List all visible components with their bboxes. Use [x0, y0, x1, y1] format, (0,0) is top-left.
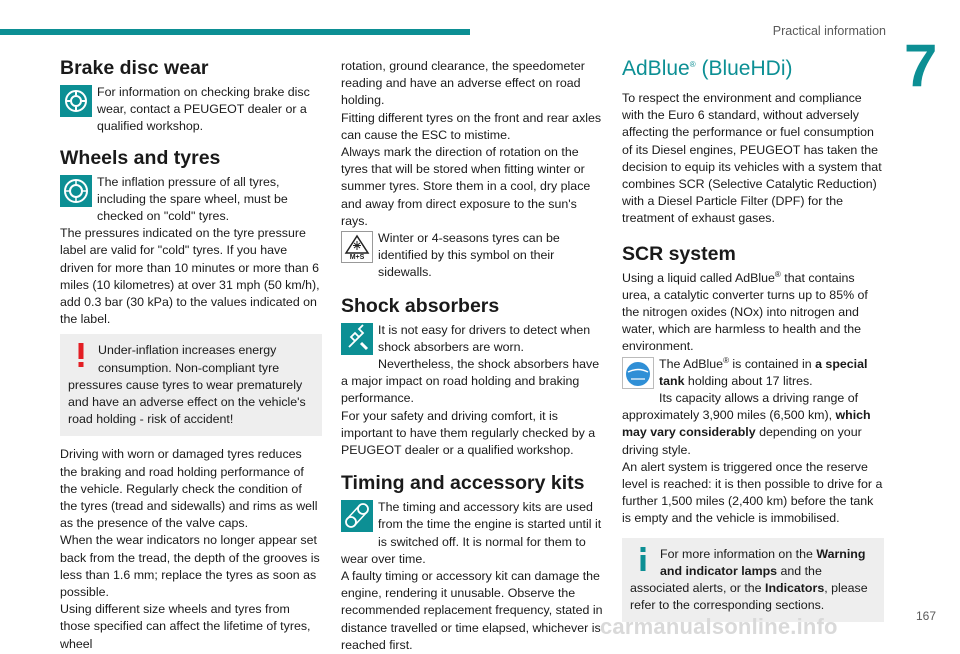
brake-disc-paragraph — [60, 84, 322, 136]
brake-disc-heading: Brake disc wear — [60, 57, 209, 79]
wheels-heading: Wheels and tyres — [60, 146, 221, 169]
scr-text-2-bold: a special tank — [659, 356, 868, 388]
shock-paragraph-1 — [341, 322, 603, 408]
watermark: carmanualsonline.info — [600, 614, 838, 639]
scr-tank-paragraph — [622, 356, 884, 390]
info-icon — [630, 546, 656, 576]
scr-text-2b: is contained in — [728, 356, 816, 371]
timing-paragraph-1 — [341, 499, 603, 568]
timing-text-1: The timing and accessory kits are used from the time the engine is started until it is switched off. It is normal for them to wear over time. — [341, 500, 602, 566]
wheels-text-2: The pressures indicated on the tyre pressure label are valid for "cold" tyres. If you have driven for more than 10 minutes or more than 6 miles (10 kilometres) at over 31 mph (50 km/h), add 0.3 bar (30 kPa) to the values indicated on the label. — [60, 226, 320, 327]
header-accent-bar — [0, 29, 470, 35]
timing-belt-icon — [341, 500, 373, 532]
brake-disc-text: For information on checking brake disc wear, contact a PEUGEOT dealer or a qualified workshop. — [97, 85, 310, 134]
tyre-icon — [60, 175, 92, 207]
timing-heading: Timing and accessory kits — [341, 472, 585, 495]
column-3 — [622, 56, 884, 622]
scr-text-3b: depending on your driving style. — [622, 425, 862, 457]
adblue-title-main: AdBlue — [622, 57, 690, 80]
winter-tyre-paragraph — [341, 230, 603, 282]
warning-text: Under-inflation increases energy consumption. Non-compliant tyre pressures cause tyres to wear prematurely and have an adverse effect on the vehicle's road holding - risk of accident! — [68, 343, 306, 427]
scr-text-3-bold: which may vary considerably — [622, 408, 871, 440]
info-text-bold-1: Warning and indicator lamps — [660, 546, 866, 578]
snowflake-mountain-icon — [341, 231, 373, 263]
chapter-number: 7 — [904, 32, 938, 99]
wheels-text-8: Always mark the direction of rotation on the tyres that will be stored when fitting winter or summer tyres. Store them in a cool, dry place and away from direct exposure to the sun's rays. — [341, 145, 591, 228]
wrench-gear-icon — [60, 85, 92, 117]
shock-heading: Shock absorbers — [341, 294, 500, 317]
winter-tyre-text: Winter or 4-seasons tyres can be identified by this symbol on their sidewalls. — [378, 231, 560, 280]
scr-text-4: An alert system is triggered once the reserve level is reached: it is then possible to drive for a further 1,500 miles (2,400 km) before the tank is empty and the vehicle is immobilised. — [622, 459, 883, 526]
shock-absorber-icon — [341, 323, 373, 355]
scr-text-2a: The AdBlue — [659, 356, 724, 371]
mud-snow-label: M+S — [349, 254, 365, 262]
wheels-text-3: Driving with worn or damaged tyres reduces the braking and road holding performance of the vehicle. Regularly check the condition of the tyres (tread and sidewalls) and rims as well as the presence of the valve caps. — [60, 447, 318, 531]
wheels-text-6: rotation, ground clearance, the speedometer reading and have an adverse effect on road holding. — [341, 59, 585, 108]
scr-text-1a: Using a liquid called AdBlue — [622, 270, 775, 285]
scr-text-2 — [622, 356, 884, 390]
scr-heading: SCR system — [622, 242, 736, 265]
scr-text-1b: that contains urea, a catalytic converter turns up to 85% of the nitrogen oxides (NOx) into nitrogen and water, which are harmless to health and the environment. — [622, 270, 868, 354]
page-number: 167 — [915, 609, 936, 623]
adblue-title-rest: (BlueHDi) — [695, 57, 793, 80]
page-header-title: Practical information — [772, 24, 886, 38]
adblue-text: To respect the environment and compliance with the Euro 6 standard, without adversely affecting the performance or fuel consumption of its Diesel engines, PEUGEOT has taken the decision to equip its vehicles with a system that combines SCR (Selective Catalytic Reduction) with a Diesel Particle Filter (DPF) for the treatment of exhaust gases. — [622, 91, 882, 226]
timing-text-2: A faulty timing or accessory kit can damage the engine, rendering it unusable. Observe the recommended replacement frequency, stated in distance travelled or time elapsed, whichever is reached first. — [341, 569, 603, 652]
scr-text-3 — [622, 390, 884, 459]
wheels-text-7: Fitting different tyres on the front and rear axles can cause the ESC to mistime. — [341, 110, 602, 142]
underinflation-warning — [60, 334, 322, 436]
scr-text-1 — [622, 270, 884, 356]
wheels-text-1: The inflation pressure of all tyres, including the spare wheel, must be checked on "cold" tyres. — [97, 174, 288, 224]
wheels-text-4: When the wear indicators no longer appear set back from the tread, the depth of the grooves is less than 1.6 mm; replace the tyres as soon as possible. — [60, 533, 320, 600]
scr-text-3a: Its capacity allows a driving range of approximately 3,900 miles (6,500 km), — [622, 391, 859, 423]
scr-text-2c: holding about 17 litres. — [684, 373, 813, 388]
warning-exclamation-icon — [68, 342, 94, 372]
scr-text-2-sup: ® — [723, 355, 729, 365]
info-text-c: , please refer to the corresponding sections. — [630, 581, 868, 613]
wheels-text-5: Using different size wheels and tyres from those specified can affect the lifetime of tyres, wheel — [60, 602, 311, 651]
info-text — [630, 546, 876, 615]
info-text-b: and the associated alerts, or the — [630, 563, 822, 596]
shock-text-1: It is not easy for drivers to detect when shock absorbers are worn. Nevertheless, the shock absorbers have a major impact on road holding and braking performance. — [341, 322, 600, 406]
adblue-heading — [622, 56, 884, 82]
scr-text-1-sup: ® — [774, 269, 781, 279]
adblue-title-sup: ® — [689, 60, 696, 69]
column-2 — [341, 58, 603, 654]
column-1 — [60, 52, 322, 653]
indicator-info-box — [622, 538, 884, 623]
shock-text-2: For your safety and driving comfort, it is important to have them regularly checked by a PEUGEOT dealer or a qualified workshop. — [341, 408, 596, 458]
wheels-paragraph-1 — [60, 174, 322, 226]
adblue-tank-icon — [622, 357, 654, 389]
info-text-bold-2: Indicators — [765, 581, 825, 596]
info-text-a: For more information on the — [660, 546, 817, 561]
